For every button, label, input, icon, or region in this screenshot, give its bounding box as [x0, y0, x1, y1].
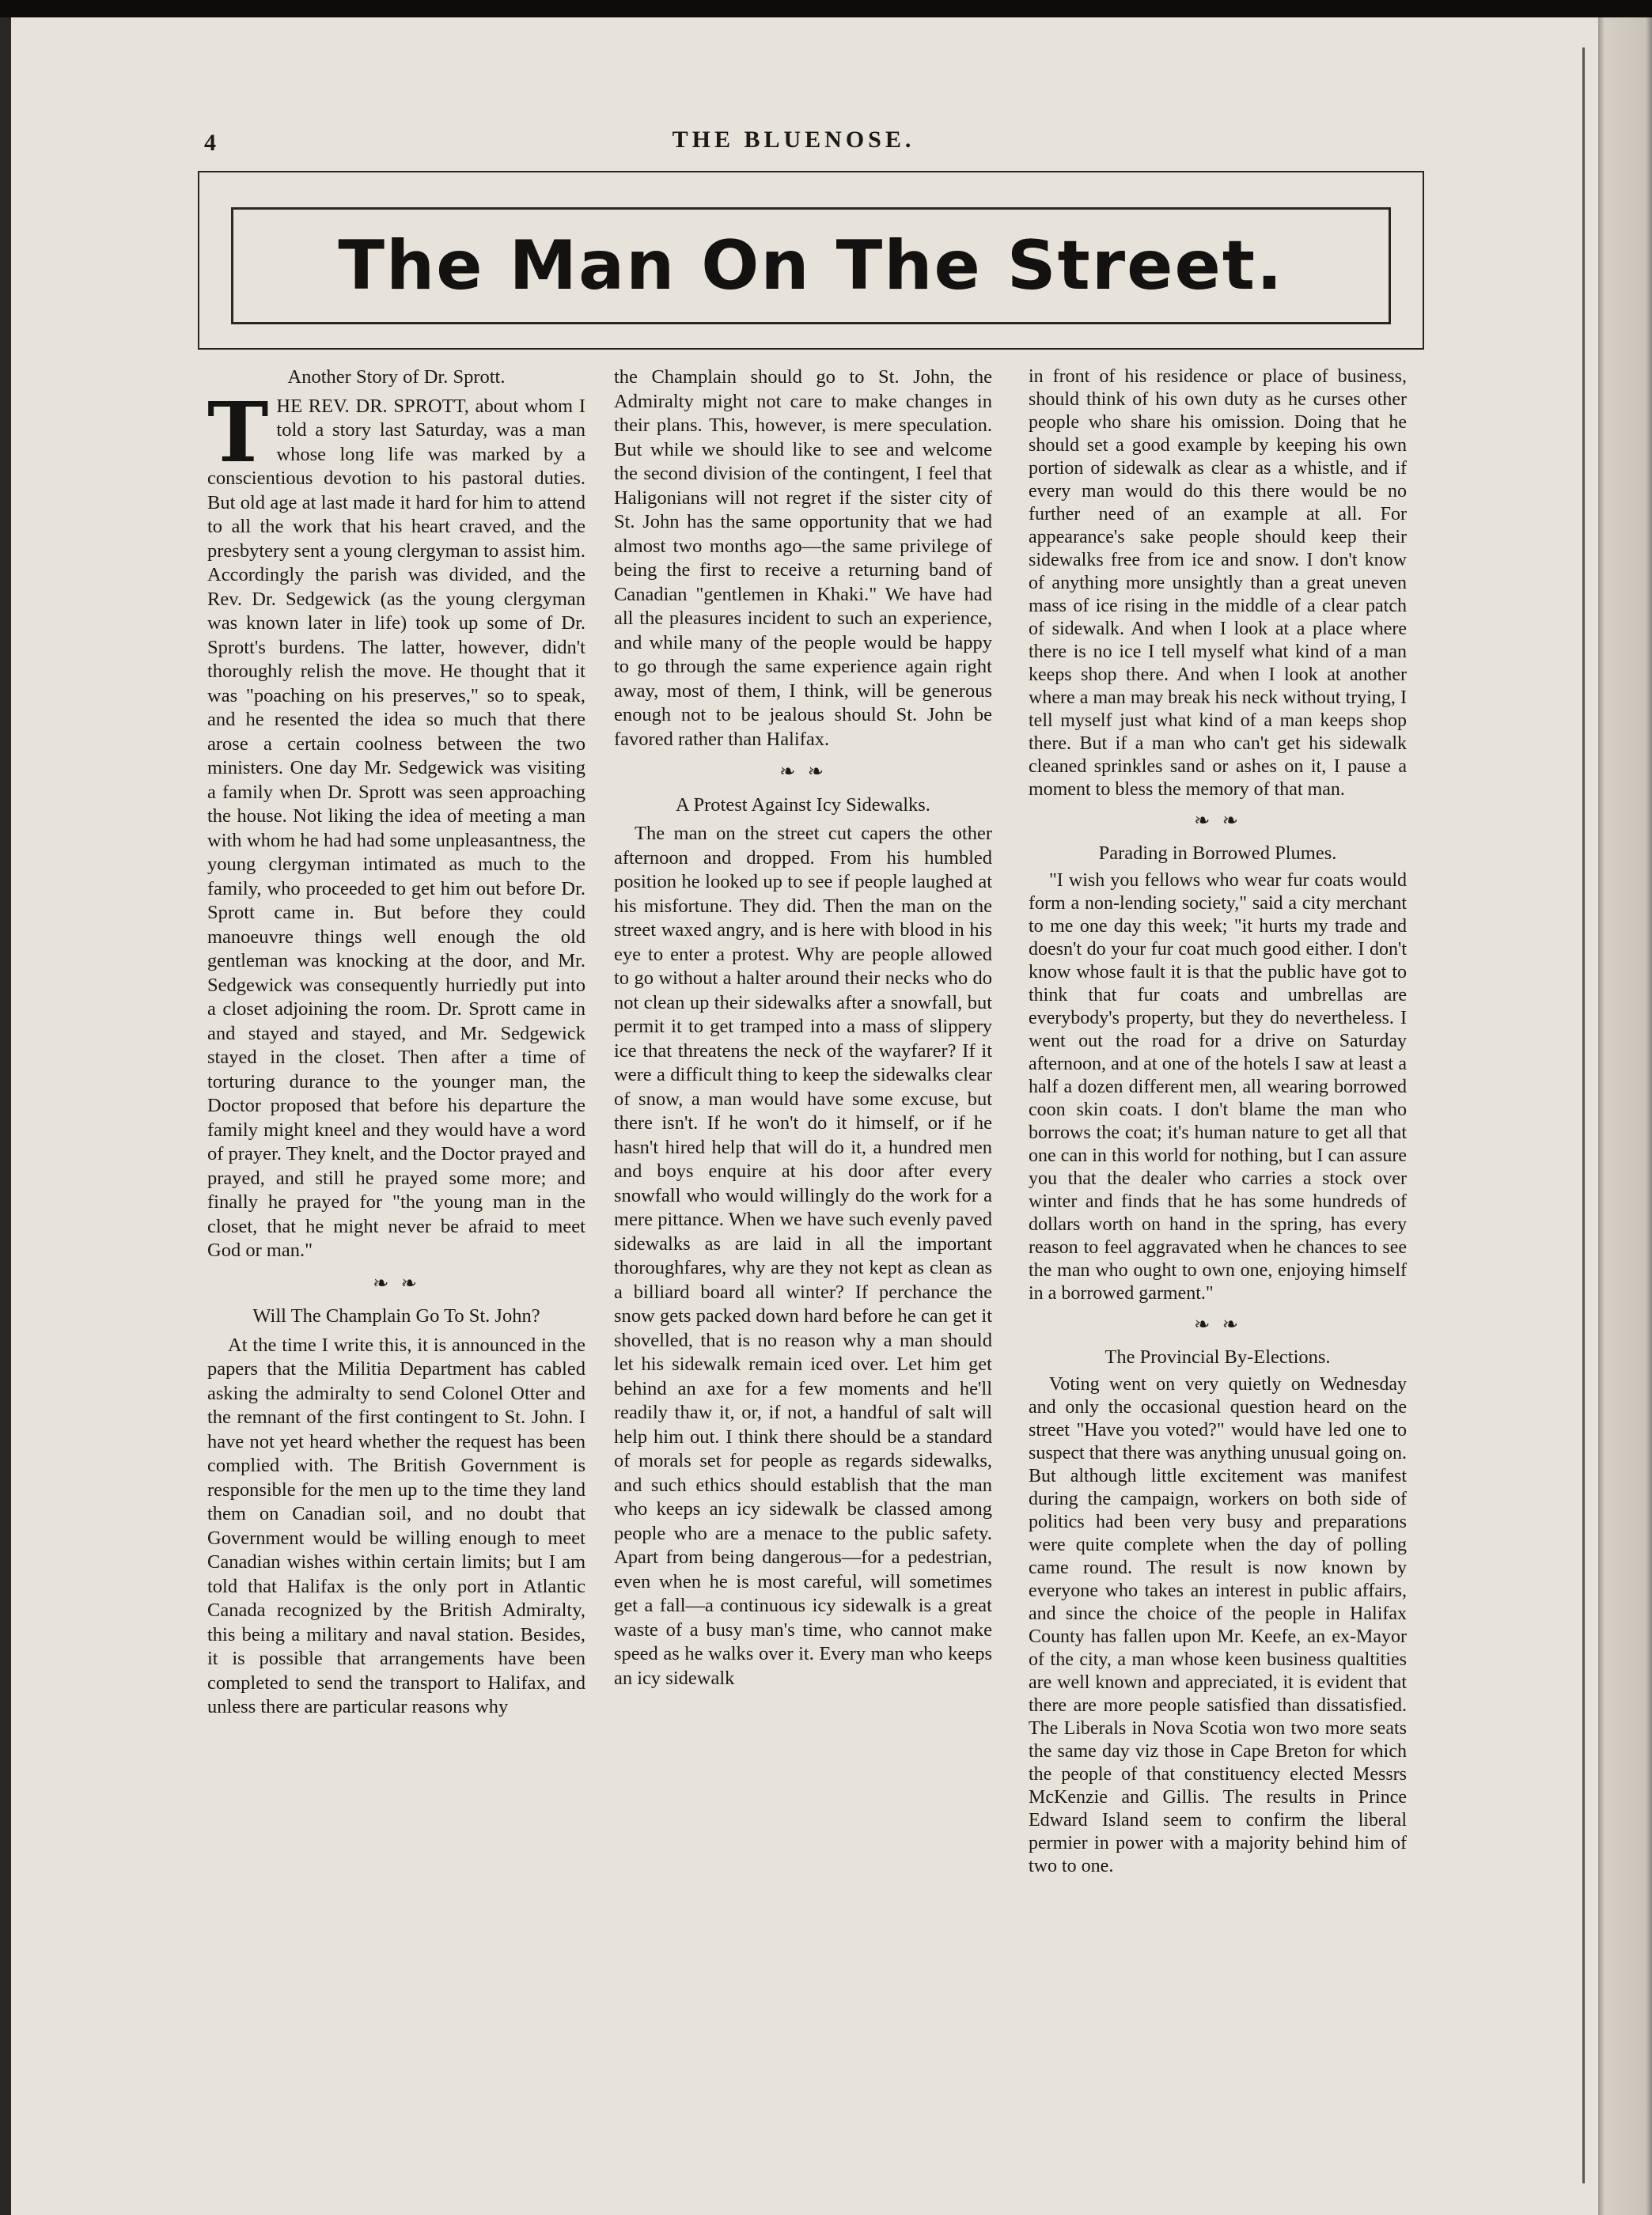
article-heading-icy-sidewalks: A Protest Against Icy Sidewalks. [676, 793, 930, 816]
article-text-icy-sidewalks: The man on the street cut capers the other afternoon and dropped. From his humbled position he looked up to see if people laughed at his misfortune. They did. Then the man on the street waxed angry, and is here with blood in his eye to enter a protest. Why are people allowed to go without a halter around their necks who do not clean up their sidewalks after a snowfall, but permit it to get tramped into a mass of slippery ice that threatens the neck of the wayfarer? If it were a difficult thing to keep the sidewalks clear of snow, a man would have some excuse, but there isn't. If he won't do it himself, or if he hasn't hired help that will do it, a hundred men and boys enquire at his door after every snowfall who would willingly do the work for a mere pittance. When we have such evenly paved sidewalks as are laid in all the important thoroughfares, why are they not kept as clean as a billiard board all winter? If perchance the snow gets packed down hard before he can get it shovelled, that is no reason why a man should let his sidewalk remain iced over. Let him get behind an axe for a few moments and he'll readily thaw it, or, if not, a handful of salt will help him out. I think there should be a standard of morals set for people as regards sidewalks, and such ethics should establish that the man who keeps an icy sidewalk be classed among people who are a menace to the public safety. Apart from being dangerous—for a pedestrian, even when he is most careful, will sometimes get a fall—a continuous icy sidewalk is a great waste of a busy man's time, who cannot make speed as he walks over it. Every man who keeps an icy sidewalk [614, 823, 992, 1689]
column-2 [614, 365, 992, 1691]
article-text-champlain: At the time I write this, it is announced in the papers that the Militia Department has cabled asking the admiralty to send Colonel Otter and the remnant of the first contingent to St. John. I have not yet heard whether the request has been complied with. The British Government is responsible for the men up to the time they land them on Canadian soil, and no doubt that Government would be willing enough to meet Canadian wishes within certain limits; but I am told that Halifax is the only port in Atlantic Canada recognized by the British Admiralty, this being a military and naval station. Besides, it is possible that arrangements have been completed to send the transport to Halifax, and unless there are particular reasons why [207, 1334, 585, 1717]
article-text-sprott: HE REV. DR. SPROTT, about whom I told a story last Saturday, was a man whose long life was marked by a conscientious devotion to his pastoral duties. But old age at last made it hard for him to attend to all the work that his heart craved, and the presbytery sent a young clergyman to assist him. Accordingly the parish was divided, and the Rev. Dr. Sedgewick (as the young clergyman was known later in life) took up some of Dr. Sprott's burdens. The latter, however, didn't thoroughly relish the move. He thought that it was "poaching on his preserves," so to speak, and he resented the idea so much that there arose a certain coolness between the two ministers. One day Mr. Sedgewick was visiting a family when Dr. Sprott was seen approaching the house. Not liking the idea of meeting a man with whom he had had some unpleasantness, the young clergyman intimated as much to the family, who proceeded to get him out before Dr. Sprott came in. But before they could manoeuvre things well enough the old gentleman was knocking at the door, and Mr. Sedgewick was consequently hurriedly put into a closet adjoining the room. Dr. Sprott came in and stayed and stayed, and Mr. Sedgewick stayed in the closet. Then after a time of torturing durance to the younger man, the Doctor proposed that before his departure the family might kneel and they would have a word of prayer. They knelt, and the Doctor prayed and prayed, and still he prayed some more; and finally he prayed for "the young man in the closet, that he might never be afraid to meet God or man." [207, 395, 585, 1261]
article-heading-sprott: Another Story of Dr. Sprott. [287, 366, 506, 388]
article-text-borrowed-plumes: "I wish you fellows who wear fur coats would form a non-lending society," said a city merchant to me one day this week; "it hurts my trade and doesn't do your fur coat much good either. I don't know whose fault it is that the public have got to think that fur coats and umbrellas are everybody's property, but they do nevertheless. I went out the road for a drive on Saturday afternoon, and at one of the hotels I saw at least a half a dozen different men, all wearing borrowed coon skin coats. I don't blame the man who borrows the coat; it's human nature to get all that one can in this world for nothing, but I can assure you that the dealer who carries a stock over winter and finds that he has some hundreds of dollars worth on hand in the spring, has every reason to feel aggravated when he chances to see the man who ought to own one, enjoying himself in a borrowed garment." [1029, 870, 1407, 1304]
article-text-champlain-continued: the Champlain should go to St. John, the Admiralty might not care to make changes in their plans. This, however, is mere speculation. But while we should like to see and welcome the second division of the contingent, I feel that Haligonians will not regret if the sister city of St. John has the same opportunity that we had almost two months ago—the same privilege of being the first to receive a returning band of Canadian "gentlemen in Khaki." We have had all the pleasures incident to such an experience, and while many of the people would be happy to go through the same experience again right away, most of them, I think, will be generous enough not to be jealous should St. John be favored rather than Halifax. [614, 366, 992, 750]
section-ornament: ❧ ❧ [1194, 809, 1241, 831]
article-heading-champlain: Will The Champlain Go To St. John? [252, 1305, 540, 1327]
banner-inner-frame [231, 207, 1391, 324]
article-body-sprott [207, 383, 585, 1263]
column-3 [1029, 365, 1407, 1878]
dropcap-letter: T [207, 383, 269, 481]
section-ornament: ❧ ❧ [1194, 1313, 1241, 1335]
article-text-by-elections: Voting went on very quietly on Wednesday and only the occasional question heard on the street "Have you voted?" would have led one to suspect that there was anything unusual going on. But although little excitement was manifest during the campaign, workers on both side of politics had been very busy and preparations were quite complete when the day of polling came round. The result is now known by everyone who takes an interest in public affairs, and since the choice of the people in Halifax County has fallen upon Mr. Keefe, an ex-Mayor of the city, a man whose keen business qualtities are well known and appreciated, it is evident that there are more people satisfied than dissatisfied. The Liberals in Nova Scotia won two more seats the same day viz those in Cape Breton for which the people of that constituency elected Messrs McKenzie and Gillis. The results in Prince Edward Island seem to confirm the liberal permier in power with a majority behind him of two to one. [1029, 1374, 1407, 1876]
section-ornament: ❧ ❧ [779, 760, 827, 782]
page-edge-shadow [1598, 17, 1652, 2215]
banner-title: The Man On The Street. [338, 226, 1284, 305]
page-number: 4 [204, 130, 216, 156]
running-head: THE BLUENOSE. [672, 127, 915, 153]
article-heading-by-elections: The Provincial By-Elections. [1104, 1346, 1331, 1368]
section-ornament: ❧ ❧ [373, 1271, 420, 1294]
column-1 [207, 365, 585, 1720]
gutter-line [1582, 47, 1585, 2183]
article-text-icy-sidewalks-continued: in front of his residence or place of business, should think of his own duty as he curses other people who share his omission. Doing that he should set a good example by keeping his own portion of sidewalk as clear as a whistle, and if every man would do this there would be no further need of an example at all. For appearance's sake people should keep their sidewalks free from ice and snow. I don't know of anything more unsightly than a great uneven mass of ice rising in the middle of a clear patch of sidewalk. And when I look at a place where there is no ice I tell myself what kind of a man keeps shop there. And when I look at another where a man may break his neck without trying, I tell myself just what kind of a man keeps shop there. But if a man who can't get his sidewalk cleaned sprinkles sand or ashes on it, I pause a moment to bless the memory of that man. [1029, 366, 1407, 800]
scan-top-border [0, 0, 1652, 17]
article-heading-borrowed-plumes: Parading in Borrowed Plumes. [1098, 842, 1337, 864]
